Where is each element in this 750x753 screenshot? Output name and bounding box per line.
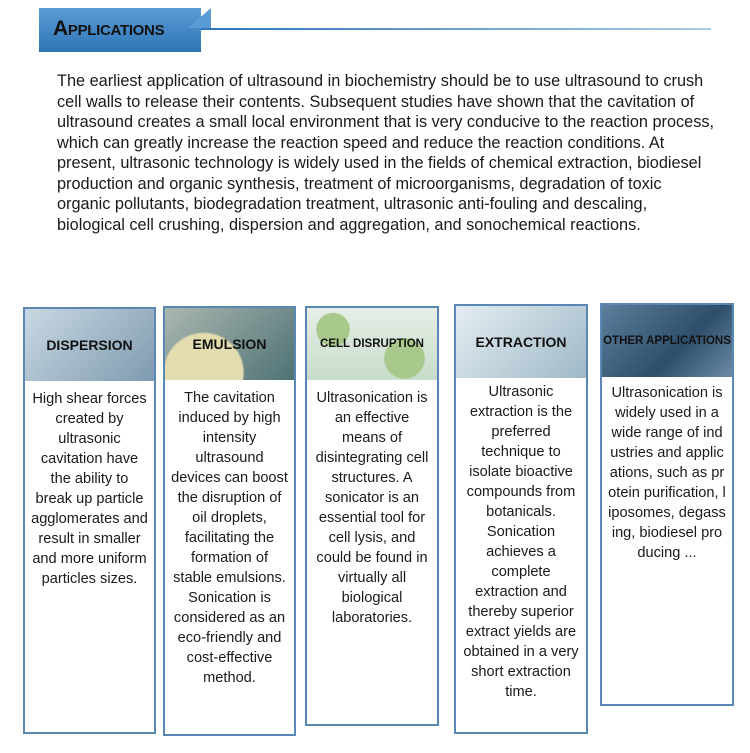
extraction-image xyxy=(456,306,586,378)
cell-image xyxy=(307,308,437,380)
card-text: Ultrasonication is an effective means of disintegrating cell structures. A sonicator is an essential tool for cell lysis, and could be found in virtually all biological laboratories. xyxy=(315,390,429,626)
card-title: DISPERSION xyxy=(46,337,133,353)
intro-paragraph: The earliest application of ultrasound in biochemistry should be to use ultrasound to crush cell walls to release their contents. Subsequent studies have shown that the cavitation of ultrasound creates a small local environment that is very conducive to the reaction process, which can greatly increase the reaction speed and reduce the reaction conditions. At present, ultrasonic technology is widely used in the fields of chemical extraction, biodiesel production and organic synthesis, treatment of microorganisms, degradation of toxic organic pollutants, biodegradation treatment, ultrasonic anti-fouling and descaling, biological cell crushing, dispersion and aggregation, and sonochemical reactions. xyxy=(57,72,715,234)
section-title: Applications xyxy=(53,17,165,40)
card-title: EMULSION xyxy=(192,336,267,352)
dna-image xyxy=(602,305,732,377)
card-text: Ultrasonication is widely used in a wide range of industries and applications, such as protein purification, liposomes, degassing, biodiesel producing ... xyxy=(608,385,726,561)
card-title: CELL DISRUPTION xyxy=(320,337,424,350)
card-text: The cavitation induced by high intensity ultrasound devices can boost the disruption of oil droplets, facilitating the formation of stable emulsions. Sonication is considered as an eco-friendly and cost-effective method. xyxy=(171,390,288,686)
card-emulsion xyxy=(163,306,296,736)
card-other-applications xyxy=(600,303,734,706)
header-tab-decoration xyxy=(188,8,211,28)
card-text: High shear forces created by ultrasonic cavitation have the ability to break up particle agglomerates and result in smaller and more uniform particles sizes. xyxy=(31,391,148,587)
emulsion-image xyxy=(165,308,294,380)
card-extraction xyxy=(454,304,588,734)
card-dispersion xyxy=(23,307,156,734)
card-text: Ultrasonic extraction is the preferred technique to isolate bioactive compounds from botanicals. Sonication achieves a complete extraction and thereby superior extract yields are obtained in a very short extraction time. xyxy=(463,384,579,700)
card-cell-disruption xyxy=(305,306,439,726)
dispersion-image xyxy=(25,309,154,381)
card-title: OTHER APPLICATIONS xyxy=(603,334,731,347)
section-header xyxy=(39,8,201,52)
header-divider xyxy=(201,28,711,30)
card-title: EXTRACTION xyxy=(475,334,567,350)
